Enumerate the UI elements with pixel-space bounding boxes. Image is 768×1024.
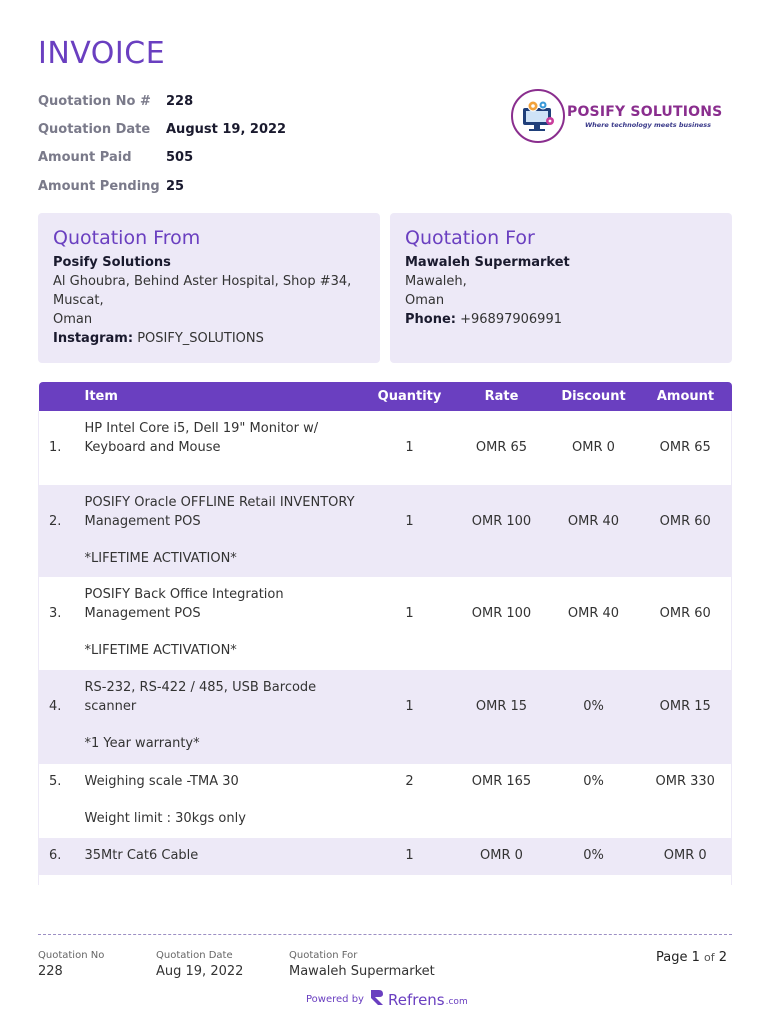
table-row: [39, 411, 732, 485]
brand-suffix: .com: [445, 996, 468, 1007]
page-indicator: [656, 950, 727, 965]
row-number: 5.: [49, 774, 62, 789]
row-discount: OMR 40: [567, 514, 620, 529]
from-address-line: Al Ghoubra, Behind Aster Hospital, Shop #34,: [53, 274, 352, 289]
header-number: [39, 382, 85, 411]
quotation-meta: [38, 87, 286, 200]
computer-gear-icon: [511, 89, 565, 143]
row-number: 6.: [49, 848, 62, 863]
table-row: [39, 838, 732, 875]
company-logo: [511, 89, 722, 143]
item-note: *LIFETIME ACTIVATION*: [84, 551, 237, 566]
row-rate: OMR 100: [471, 606, 532, 621]
footer-quotation-no: [38, 950, 104, 979]
logo-tagline: Where technology meets business: [585, 120, 711, 129]
table-row: [39, 670, 732, 764]
row-quantity: 1: [405, 848, 414, 863]
meta-value: August 19, 2022: [166, 121, 287, 137]
row-discount: 0%: [583, 848, 604, 863]
meta-row-amount-paid: [38, 144, 286, 172]
item-description: POSIFY Oracle OFFLINE Retail INVENTORY Management POS: [84, 495, 355, 529]
table-row: [39, 485, 732, 577]
row-item: [85, 577, 364, 670]
row-rate: OMR 0: [480, 848, 523, 863]
meta-row-quotation-date: [38, 115, 286, 143]
logo-name: POSIFY SOLUTIONS: [567, 103, 723, 120]
powered-by-link[interactable]: [306, 989, 468, 1010]
row-amount: OMR 65: [659, 440, 711, 455]
meta-value: 228: [166, 93, 194, 109]
footer-label: Quotation Date: [156, 950, 233, 961]
row-quantity: 2: [405, 774, 414, 789]
from-address-line: Oman: [53, 312, 93, 327]
row-number: 3.: [49, 606, 62, 621]
item-description: 35Mtr Cat6 Cable: [84, 848, 199, 863]
item-description: Weighing scale -TMA 30: [84, 774, 239, 789]
footer-quotation-date: [156, 950, 243, 979]
row-amount: OMR 60: [659, 606, 711, 621]
row-item: [85, 411, 364, 485]
items-table: [38, 382, 732, 885]
for-phone: [405, 310, 717, 329]
refrens-logo-icon: [370, 989, 385, 1010]
header-rate: Rate: [484, 389, 519, 404]
row-item: [85, 485, 364, 577]
row-number: 2.: [49, 514, 62, 529]
item-description: RS-232, RS-422 / 485, USB Barcode scanner: [84, 680, 317, 714]
row-amount: OMR 0: [663, 848, 707, 863]
instagram-value: POSIFY_SOLUTIONS: [137, 331, 264, 346]
row-item: [85, 838, 364, 875]
for-company: Mawaleh Supermarket: [405, 255, 570, 270]
from-instagram: [53, 329, 365, 348]
invoice-title: INVOICE: [38, 36, 166, 71]
footer-value: Mawaleh Supermarket: [289, 964, 435, 979]
instagram-label: Instagram:: [53, 331, 134, 346]
from-address-line: Muscat,: [53, 293, 104, 308]
phone-label: Phone:: [405, 312, 456, 327]
for-address-line: Mawaleh,: [405, 274, 467, 289]
row-amount: OMR 330: [655, 774, 715, 789]
meta-label: Quotation No #: [38, 93, 151, 109]
from-company: Posify Solutions: [53, 255, 171, 270]
footer-divider: [38, 934, 732, 935]
quotation-for-card: [390, 213, 732, 363]
item-description: HP Intel Core i5, Dell 19" Monitor w/ Keyboard and Mouse: [84, 421, 319, 455]
row-number: 1.: [49, 440, 62, 455]
quotation-from-heading: Quotation From: [53, 227, 201, 249]
row-number: 4.: [49, 699, 62, 714]
row-item: [85, 670, 364, 764]
meta-label: Quotation Date: [38, 121, 151, 137]
row-rate: OMR 100: [471, 514, 532, 529]
for-address-line: Oman: [405, 293, 445, 308]
meta-row-quotation-no: [38, 87, 286, 115]
header-quantity: Quantity: [377, 389, 442, 404]
page-of: of: [704, 951, 715, 964]
item-note: Weight limit : 30kgs only: [84, 811, 246, 826]
meta-label: Amount Paid: [38, 150, 132, 166]
footer-value: 228: [38, 964, 63, 979]
phone-value: +96897906991: [460, 312, 562, 327]
footer-label: Quotation No: [38, 950, 105, 961]
row-quantity: 1: [405, 606, 414, 621]
row-discount: 0%: [583, 774, 604, 789]
row-quantity: 1: [405, 514, 414, 529]
row-rate: OMR 15: [475, 699, 528, 714]
item-note: *LIFETIME ACTIVATION*: [84, 643, 237, 658]
table-row-spacer: [39, 875, 732, 885]
table-row: [39, 764, 732, 838]
brand-name: Refrens: [387, 990, 445, 1009]
row-discount: 0%: [583, 699, 604, 714]
header-discount: Discount: [561, 389, 626, 404]
meta-value: 25: [166, 178, 185, 194]
table-row: [39, 577, 732, 670]
row-rate: OMR 65: [475, 440, 528, 455]
row-quantity: 1: [405, 699, 414, 714]
quotation-for-heading: Quotation For: [405, 227, 535, 249]
header-item: Item: [84, 389, 118, 404]
row-rate: OMR 165: [471, 774, 532, 789]
footer-label: Quotation For: [289, 950, 358, 961]
powered-by-text: Powered by: [306, 994, 364, 1005]
header-amount: Amount: [656, 389, 715, 404]
row-amount: OMR 60: [659, 514, 711, 529]
row-quantity: 1: [405, 440, 414, 455]
footer-value: Aug 19, 2022: [156, 964, 244, 979]
row-item: [85, 764, 364, 838]
meta-label: Amount Pending: [38, 178, 160, 194]
item-description: POSIFY Back Office Integration Management POS: [84, 587, 284, 621]
meta-value: 505: [166, 150, 194, 166]
row-discount: OMR 0: [572, 440, 615, 455]
meta-row-amount-pending: [38, 172, 286, 200]
quotation-from-card: [38, 213, 380, 363]
footer-quotation-for: [289, 950, 435, 979]
row-discount: OMR 40: [567, 606, 620, 621]
page-total: 2: [718, 950, 728, 965]
table-header-row: [39, 382, 732, 411]
item-note: *1 Year warranty*: [84, 736, 200, 751]
page-label: Page: [656, 950, 688, 965]
row-amount: OMR 15: [659, 699, 711, 714]
page-current: 1: [691, 950, 700, 965]
